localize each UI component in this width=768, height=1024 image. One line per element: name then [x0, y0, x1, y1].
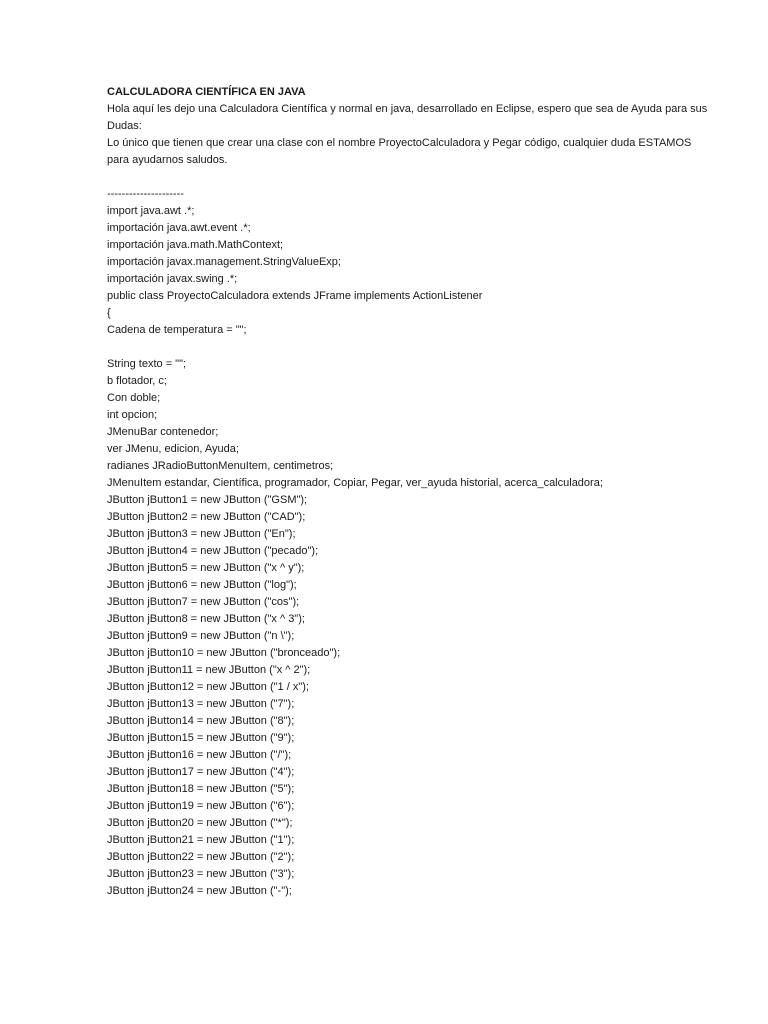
code-line: JButton jButton13 = new JButton ("7");	[107, 698, 295, 710]
code-line: JButton jButton7 = new JButton ("cos");	[107, 596, 300, 608]
code-line: b flotador, c;	[107, 375, 167, 387]
code-line: String texto = "";	[107, 358, 187, 370]
code-line: public class ProyectoCalculadora extends JFrame implements ActionListener	[107, 290, 483, 302]
code-line: JButton jButton3 = new JButton ("En");	[107, 528, 296, 540]
code-line: radianes JRadioButtonMenuItem, centimetros;	[107, 460, 334, 472]
code-line: JButton jButton23 = new JButton ("3");	[107, 868, 295, 880]
code-line: JButton jButton24 = new JButton ("-");	[107, 885, 292, 897]
code-line: importación javax.swing .*;	[107, 273, 238, 285]
code-line: JButton jButton6 = new JButton ("log");	[107, 579, 297, 591]
code-line: JButton jButton9 = new JButton ("n \");	[107, 630, 295, 642]
code-separator: ---------------------	[107, 188, 184, 200]
intro-line: Dudas:	[107, 120, 142, 132]
code-line: JButton jButton1 = new JButton ("GSM");	[107, 494, 308, 506]
code-line: Cadena de temperatura = "";	[107, 324, 247, 336]
document-content	[107, 84, 747, 900]
code-line: JButton jButton8 = new JButton ("x ^ 3");	[107, 613, 305, 625]
code-line: importación javax.management.StringValueExp;	[107, 256, 341, 268]
code-line: JButton jButton2 = new JButton ("CAD");	[107, 511, 306, 523]
code-line: JButton jButton11 = new JButton ("x ^ 2");	[107, 664, 311, 676]
code-line: JButton jButton4 = new JButton ("pecado");	[107, 545, 319, 557]
code-line: JButton jButton14 = new JButton ("8");	[107, 715, 295, 727]
code-line: JButton jButton17 = new JButton ("4");	[107, 766, 295, 778]
code-line: JButton jButton20 = new JButton ("*");	[107, 817, 293, 829]
intro-line: Lo único que tienen que crear una clase con el nombre ProyectoCalculadora y Pegar código, cualquier duda ESTAMOS	[107, 137, 692, 149]
intro-line: Hola aquí les dejo una Calculadora Científica y normal en java, desarrollado en Eclipse, espero que sea de Ayuda para sus	[107, 103, 708, 115]
code-line: importación java.math.MathContext;	[107, 239, 284, 251]
code-line: JButton jButton22 = new JButton ("2");	[107, 851, 295, 863]
code-line: import java.awt .*;	[107, 205, 195, 217]
intro-line: para ayudarnos saludos.	[107, 154, 228, 166]
code-line: JButton jButton12 = new JButton ("1 / x");	[107, 681, 309, 693]
code-line: ver JMenu, edicion, Ayuda;	[107, 443, 239, 455]
code-line: JButton jButton5 = new JButton ("x ^ y");	[107, 562, 305, 574]
code-line: JButton jButton15 = new JButton ("9");	[107, 732, 295, 744]
code-line: JButton jButton16 = new JButton ("/");	[107, 749, 292, 761]
code-line: int opcion;	[107, 409, 158, 421]
document-title: CALCULADORA CIENTÍFICA EN JAVA	[107, 86, 306, 98]
paragraph-spacer	[107, 339, 747, 356]
paragraph-spacer	[107, 169, 747, 186]
code-line: importación java.awt.event .*;	[107, 222, 251, 234]
code-line: {	[107, 307, 111, 319]
code-line: JMenuItem estandar, Científica, programador, Copiar, Pegar, ver_ayuda historial, acerca_calculadora;	[107, 477, 603, 489]
code-line: JButton jButton21 = new JButton ("1");	[107, 834, 295, 846]
code-line: JButton jButton10 = new JButton ("bronceado");	[107, 647, 341, 659]
code-line: JButton jButton19 = new JButton ("6");	[107, 800, 295, 812]
code-line: JMenuBar contenedor;	[107, 426, 219, 438]
code-line: Con doble;	[107, 392, 161, 404]
code-line: JButton jButton18 = new JButton ("5");	[107, 783, 295, 795]
